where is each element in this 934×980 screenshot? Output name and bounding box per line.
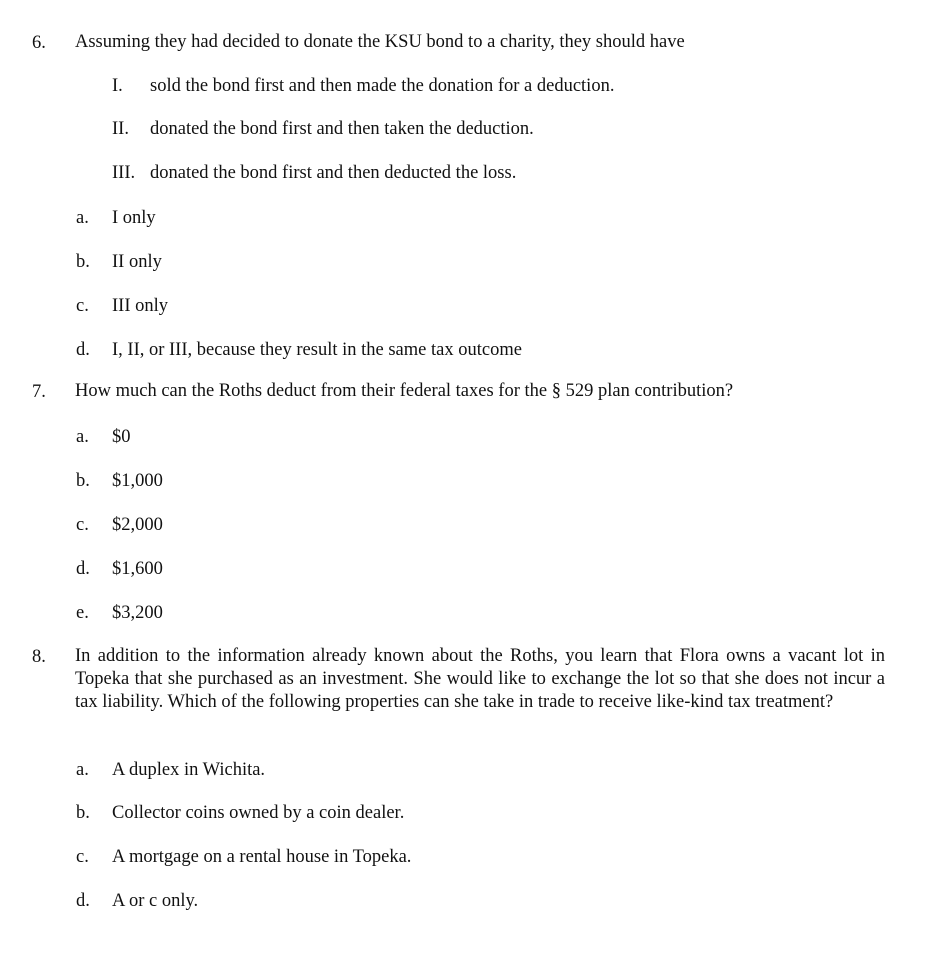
question-text: Assuming they had decided to donate the KSU bond to a charity, they should have — [75, 32, 685, 52]
statement-text: sold the bond first and then made the donation for a deduction. — [150, 76, 615, 96]
q7-option-c[interactable] — [76, 513, 163, 537]
question-text: In addition to the information already known about the Roths, you learn that Flora owns a vacant lot in Topeka that she purchased as an investment. She would like to exchange the lot so that she does not incur a tax liability. Which of the following properties can she take in trade to receive like-kind tax treatment? — [75, 646, 885, 712]
q6-option-d[interactable] — [76, 338, 522, 362]
q7-option-d[interactable] — [76, 557, 163, 581]
statement-label: III. — [112, 163, 136, 183]
q7-option-b[interactable] — [76, 469, 163, 493]
q7-option-e[interactable] — [76, 601, 163, 625]
option-text: $0 — [112, 427, 131, 447]
option-label: b. — [76, 803, 90, 823]
option-label: d. — [76, 891, 90, 911]
statement-text: donated the bond first and then deducted the loss. — [150, 163, 517, 183]
option-label: d. — [76, 559, 90, 579]
q7-option-a[interactable] — [76, 425, 131, 449]
statement-i — [112, 74, 614, 98]
option-text: A mortgage on a rental house in Topeka. — [112, 847, 412, 867]
option-text: I only — [112, 208, 156, 228]
q6-option-a[interactable] — [76, 206, 156, 230]
option-text: III only — [112, 296, 168, 316]
q6-option-c[interactable] — [76, 294, 168, 318]
q8-option-c[interactable] — [76, 845, 411, 869]
question-number: 8. — [32, 647, 46, 667]
statement-label: I. — [112, 76, 123, 96]
option-label: b. — [76, 252, 90, 272]
option-label: a. — [76, 427, 89, 447]
statement-label: II. — [112, 119, 129, 139]
option-text: I, II, or III, because they result in the same tax outcome — [112, 340, 522, 360]
option-text: A duplex in Wichita. — [112, 760, 266, 780]
option-text: $1,000 — [112, 471, 163, 491]
option-text: $1,600 — [112, 559, 163, 579]
option-label: a. — [76, 208, 89, 228]
option-label: d. — [76, 340, 90, 360]
question-number: 6. — [32, 33, 46, 53]
statement-text: donated the bond first and then taken the deduction. — [150, 119, 534, 139]
option-label: a. — [76, 760, 89, 780]
option-text: $3,200 — [112, 603, 163, 623]
question-text: How much can the Roths deduct from their federal taxes for the § 529 plan contribution? — [75, 381, 734, 401]
q8-option-a[interactable] — [76, 758, 265, 782]
statement-ii — [112, 117, 534, 141]
q8-option-b[interactable] — [76, 801, 404, 825]
option-label: c. — [76, 847, 89, 867]
q8-option-d[interactable] — [76, 889, 198, 913]
option-text: $2,000 — [112, 515, 163, 535]
option-text: A or c only. — [112, 891, 199, 911]
option-label: c. — [76, 296, 89, 316]
question-number: 7. — [32, 382, 46, 402]
option-label: b. — [76, 471, 90, 491]
option-text: Collector coins owned by a coin dealer. — [112, 803, 405, 823]
q6-option-b[interactable] — [76, 250, 162, 274]
option-text: II only — [112, 252, 162, 272]
statement-iii — [112, 161, 516, 185]
option-label: c. — [76, 515, 89, 535]
option-label: e. — [76, 603, 89, 623]
